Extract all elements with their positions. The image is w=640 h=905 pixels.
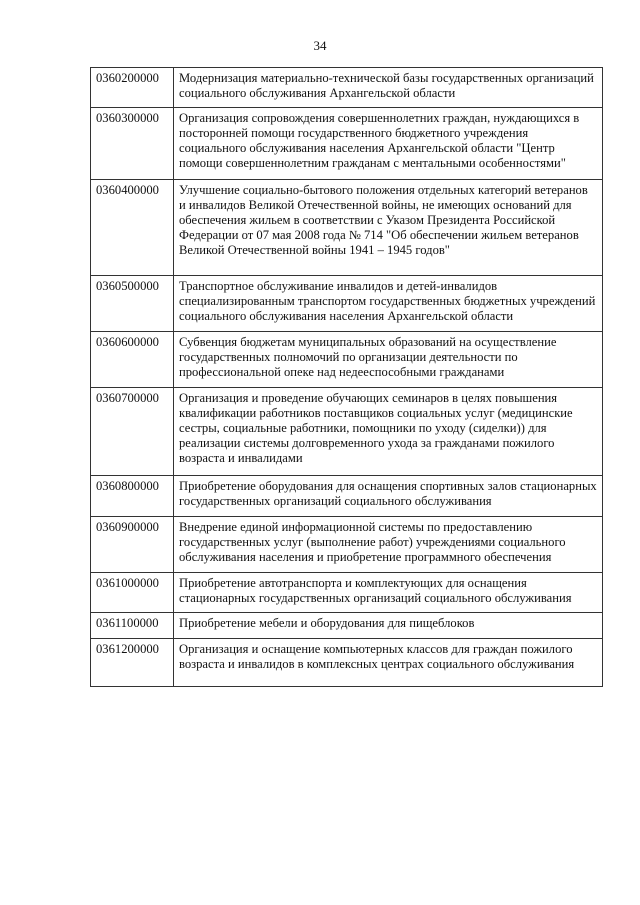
row-code: 0361200000 [91, 639, 174, 687]
table-row [91, 476, 603, 517]
row-description: Приобретение автотранспорта и комплектующих для оснащения стационарных государственных организаций социального обслуживания [174, 573, 603, 613]
table-row [91, 276, 603, 332]
row-code: 0360500000 [91, 276, 174, 332]
table-row [91, 108, 603, 180]
table-row [91, 68, 603, 108]
row-description: Субвенция бюджетам муниципальных образований на осуществление государственных полномочий по организации деятельности по профессиональной опеке над недееспособными гражданами [174, 332, 603, 388]
row-code: 0361100000 [91, 613, 174, 639]
table-row [91, 613, 603, 639]
row-description: Приобретение оборудования для оснащения спортивных залов стационарных государственных организаций социального обслуживания [174, 476, 603, 517]
row-code: 0360800000 [91, 476, 174, 517]
table-row [91, 388, 603, 476]
page-number: 34 [313, 38, 327, 53]
row-description: Организация и оснащение компьютерных классов для граждан пожилого возраста и инвалидов в комплексных центрах социального обслуживания [174, 639, 603, 687]
row-description: Внедрение единой информационной системы по предоставлению государственных услуг (выполнение работ) учреждениями социального обслуживания населения и приобретение программного обеспечения [174, 517, 603, 573]
table-row [91, 332, 603, 388]
row-description: Улучшение социально-бытового положения отдельных категорий ветеранов и инвалидов Великой Отечественной войны, не имеющих оснований для обеспечения жильем в соответствии с Указом Президента Российской Федерации от 07 мая 2008 года № 714 "Об обеспечении жильем ветеранов Великой Отечественной войны 1941 – 1945 годов" [174, 180, 603, 276]
row-description: Модернизация материально-технической базы государственных организаций социального обслуживания Архангельской области [174, 68, 603, 108]
row-code: 0360200000 [91, 68, 174, 108]
budget-codes-table [90, 67, 603, 687]
row-code: 0360400000 [91, 180, 174, 276]
table-row [91, 573, 603, 613]
row-description: Приобретение мебели и оборудования для пищеблоков [174, 613, 603, 639]
row-code: 0360600000 [91, 332, 174, 388]
row-code: 0361000000 [91, 573, 174, 613]
row-description: Организация и проведение обучающих семинаров в целях повышения квалификации работников поставщиков социальных услуг (медицинские сестры, социальные работники, помощники по уходу (сиделки)) для реализации системы долговременного ухода за гражданами пожилого возраста и инвалидами [174, 388, 603, 476]
row-description: Транспортное обслуживание инвалидов и детей-инвалидов специализированным транспортом государственных бюджетных учреждений социального обслуживания населения Архангельской области [174, 276, 603, 332]
table-row [91, 639, 603, 687]
table-row [91, 517, 603, 573]
row-code: 0360700000 [91, 388, 174, 476]
row-description: Организация сопровождения совершеннолетних граждан, нуждающихся в посторонней помощи государственного бюджетного учреждения социального обслуживания населения Архангельской области "Центр помощи совершеннолетним гражданам с ментальными особенностями" [174, 108, 603, 180]
row-code: 0360900000 [91, 517, 174, 573]
table-row [91, 180, 603, 276]
row-code: 0360300000 [91, 108, 174, 180]
